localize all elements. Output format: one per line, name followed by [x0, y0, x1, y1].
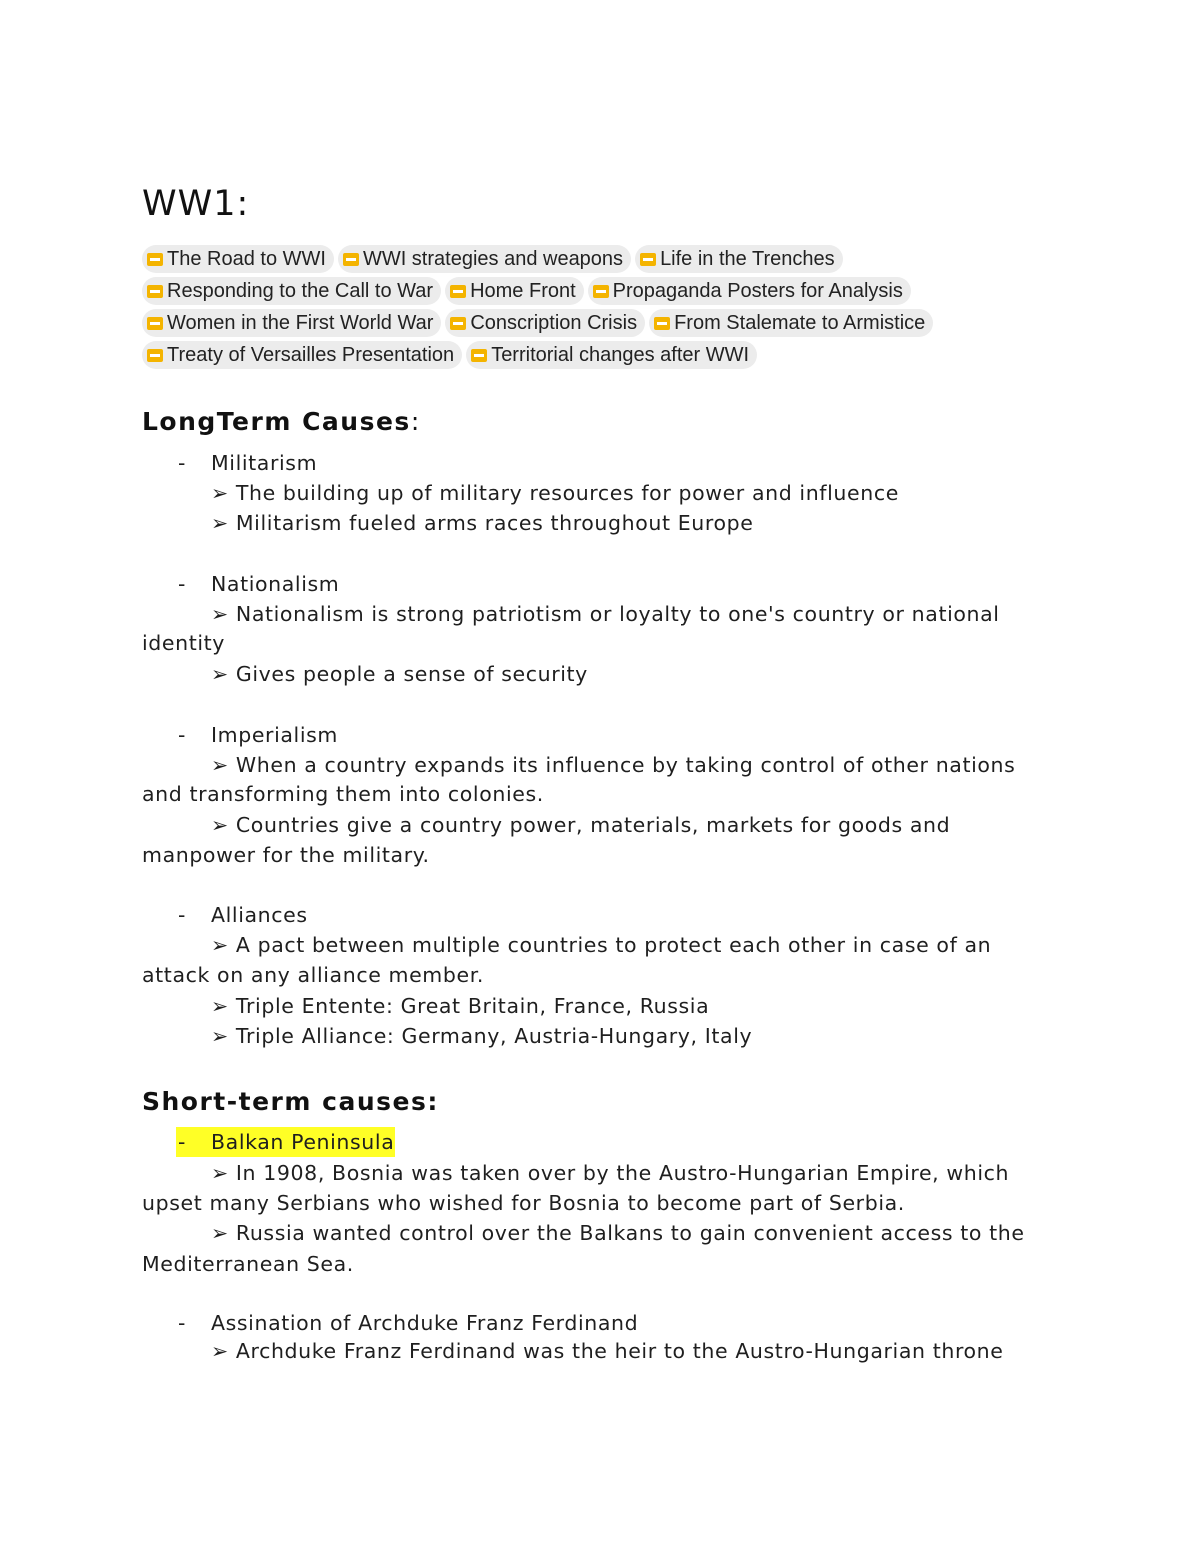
chip-row [142, 243, 1042, 275]
bullet-text-wrap: manpower for the military. [142, 843, 430, 867]
chip-home-front[interactable] [445, 277, 584, 305]
cause-nationalism: Nationalism [211, 572, 340, 596]
chip-label: From Stalemate to Armistice [674, 311, 926, 334]
chip-label: Propaganda Posters for Analysis [612, 279, 903, 302]
chip-propaganda-posters[interactable] [588, 277, 911, 305]
chip-label: Women in the First World War [167, 311, 434, 334]
chip-label: Life in the Trenches [660, 247, 835, 270]
bullet-text: ➢ The building up of military resources for power and influence [211, 481, 899, 505]
chip-label: Conscription Crisis [470, 311, 638, 334]
page-title: WW1: [142, 184, 250, 224]
chip-label: Responding to the Call to War [167, 279, 434, 302]
chip-conscription-crisis[interactable] [445, 309, 645, 337]
chip-wwi-strategies[interactable] [338, 245, 631, 273]
slides-icon [450, 317, 466, 330]
bullet-text: ➢ Russia wanted control over the Balkans to gain convenient access to the [211, 1221, 1025, 1245]
slides-icon [450, 285, 466, 298]
chip-label: The Road to WWI [167, 247, 326, 270]
bullet-text: ➢ When a country expands its influence by taking control of other nations [211, 753, 1016, 777]
chip-stalemate-armistice[interactable] [649, 309, 933, 337]
heading-text: LongTerm Causes [142, 407, 411, 436]
bullet-text: ➢ Countries give a country power, materials, markets for goods and [211, 813, 951, 837]
slides-icon [593, 285, 609, 298]
bullet-text: ➢ Nationalism is strong patriotism or loyalty to one's country or national [211, 602, 1000, 626]
slides-icon [147, 285, 163, 298]
chip-row [142, 307, 1042, 339]
dash-marker: - [178, 572, 186, 596]
chip-road-to-wwi[interactable] [142, 245, 334, 273]
bullet-text-wrap: attack on any alliance member. [142, 963, 484, 987]
bullet-text-wrap: upset many Serbians who wished for Bosnia to become part of Serbia. [142, 1191, 905, 1215]
cause-assassination: Assination of Archduke Franz Ferdinand [211, 1311, 639, 1335]
dash-marker: - [178, 903, 186, 927]
slides-icon [147, 253, 163, 266]
dash-marker: - [178, 1311, 186, 1335]
bullet-text-wrap: and transforming them into colonies. [142, 782, 544, 806]
chip-row [142, 339, 1042, 371]
dash-marker: - [178, 1130, 186, 1154]
short-term-heading: Short-term causes: [142, 1087, 439, 1116]
cause-balkan-peninsula: Balkan Peninsula [211, 1130, 395, 1154]
dash-marker: - [178, 451, 186, 475]
slides-icon [640, 253, 656, 266]
slides-icon [147, 317, 163, 330]
bullet-text: ➢ Triple Alliance: Germany, Austria-Hungary, Italy [211, 1024, 753, 1048]
chip-call-to-war[interactable] [142, 277, 441, 305]
chip-label: WWI strategies and weapons [362, 247, 624, 270]
bullet-text: ➢ In 1908, Bosnia was taken over by the Austro-Hungarian Empire, which [211, 1161, 1010, 1185]
chip-life-in-trenches[interactable] [635, 245, 843, 273]
cause-imperialism: Imperialism [211, 723, 338, 747]
chip-women-first-world-war[interactable] [142, 309, 441, 337]
bullet-text: ➢ Gives people a sense of security [211, 662, 588, 686]
bullet-text-wrap: identity [142, 631, 226, 655]
cause-militarism: Militarism [211, 451, 318, 475]
bullet-text: ➢ Militarism fueled arms races throughout Europe [211, 511, 754, 535]
bullet-text: ➢ Archduke Franz Ferdinand was the heir to the Austro-Hungarian throne [211, 1339, 1004, 1363]
slides-icon [147, 349, 163, 362]
chip-label: Home Front [470, 279, 576, 302]
chip-row [142, 275, 1042, 307]
heading-colon: : [410, 407, 421, 436]
link-chip-group [142, 243, 1042, 371]
cause-alliances: Alliances [211, 903, 308, 927]
long-term-heading [142, 405, 421, 439]
chip-territorial-changes[interactable] [466, 341, 757, 369]
dash-marker: - [178, 723, 186, 747]
slides-icon [343, 253, 359, 266]
bullet-text-wrap: Mediterranean Sea. [142, 1252, 354, 1276]
bullet-text: ➢ Triple Entente: Great Britain, France, Russia [211, 994, 710, 1018]
bullet-text: ➢ A pact between multiple countries to protect each other in case of an [211, 933, 992, 957]
chip-label: Territorial changes after WWI [491, 343, 750, 366]
slides-icon [471, 349, 487, 362]
chip-treaty-versailles[interactable] [142, 341, 462, 369]
slides-icon [654, 317, 670, 330]
chip-label: Treaty of Versailles Presentation [167, 343, 455, 366]
